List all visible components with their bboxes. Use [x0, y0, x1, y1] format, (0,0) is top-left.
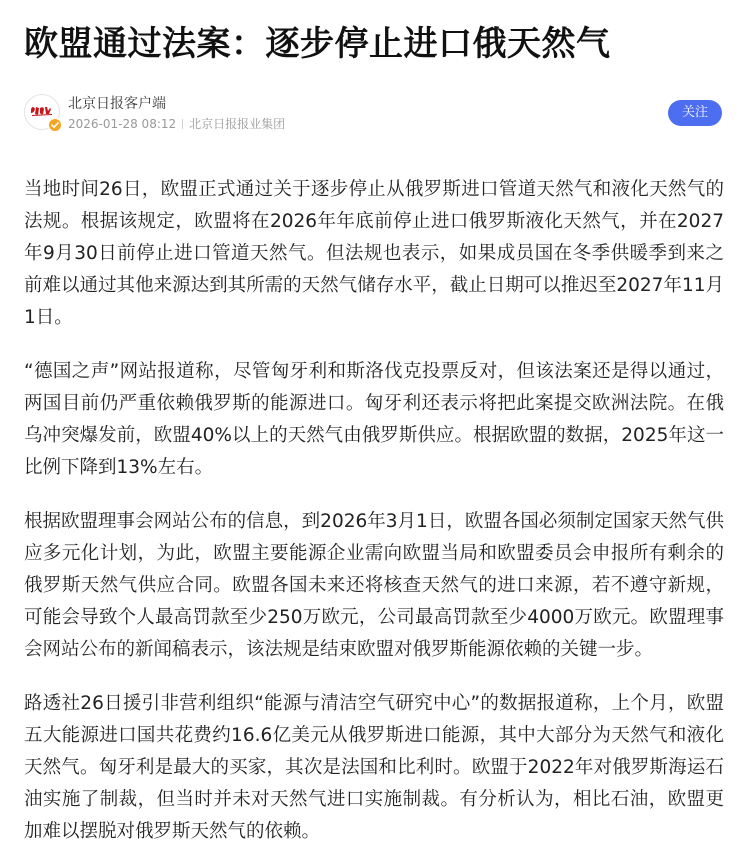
publish-meta — [68, 116, 285, 132]
author-info — [24, 94, 722, 134]
follow-button[interactable]: 关注 — [668, 100, 722, 126]
publisher-source: 北京日报报业集团 — [189, 117, 286, 131]
meta-divider — [182, 119, 183, 129]
article-paragraph: “德国之声”网站报道称，尽管匈牙利和斯洛伐克投票反对，但该法案还是得以通过，两国目前仍严重依赖俄罗斯的能源进口。匈牙利还表示将把此案提交欧洲法院。在俄乌冲突爆发前，欧盟40%以上的天然气由俄罗斯供应。根据欧盟的数据，2025年这一比例下降到13%左右。 — [24, 361, 724, 478]
article-paragraph: 路透社26日援引非营利组织“能源与清洁空气研究中心”的数据报道称，上个月，欧盟五大能源进口国共花费约16.6亿美元从俄罗斯进口能源，其中大部分为天然气和液化天然气。匈牙利是最大的买家，其次是法国和比利时。欧盟于2022年对俄罗斯海运石油实施了制裁，但当时并未对天然气进口实施制裁。有分析认为，相比石油，欧盟更加难以摆脱对俄罗斯天然气的依赖。 — [24, 693, 724, 842]
author-name[interactable]: 北京日报客户端 — [68, 96, 166, 112]
article-paragraph: 根据欧盟理事会网站公布的信息，到2026年3月1日，欧盟各国必须制定国家天然气供应多元化计划，为此，欧盟主要能源企业需向欧盟当局和欧盟委员会申报所有剩余的俄罗斯天然气供应合同。欧盟各国未来还将核查天然气的进口来源，若不遵守新规，可能会导致个人最高罚款至少250万欧元，公司最高罚款至少4000万欧元。欧盟理事会网站公布的新闻稿表示，该法规是结束欧盟对俄罗斯能源依赖的关键一步。 — [24, 511, 724, 660]
article-body — [24, 174, 724, 850]
verified-badge-icon — [48, 118, 62, 132]
article-paragraph: 当地时间26日，欧盟正式通过关于逐步停止从俄罗斯进口管道天然气和液化天然气的法规。根据该规定，欧盟将在2026年年底前停止进口俄罗斯液化天然气，并在2027年9月30日前停止进口管道天然气。但法规也表示，如果成员国在冬季供暖季到来之前难以通过其他来源达到其所需的天然气储存水平，截止日期可以推迟至2027年11月1日。 — [24, 179, 724, 328]
publish-datetime: 2026-01-28 08:12 — [68, 117, 177, 131]
article-title: 欧盟通过法案：逐步停止进口俄天然气 — [24, 24, 611, 64]
